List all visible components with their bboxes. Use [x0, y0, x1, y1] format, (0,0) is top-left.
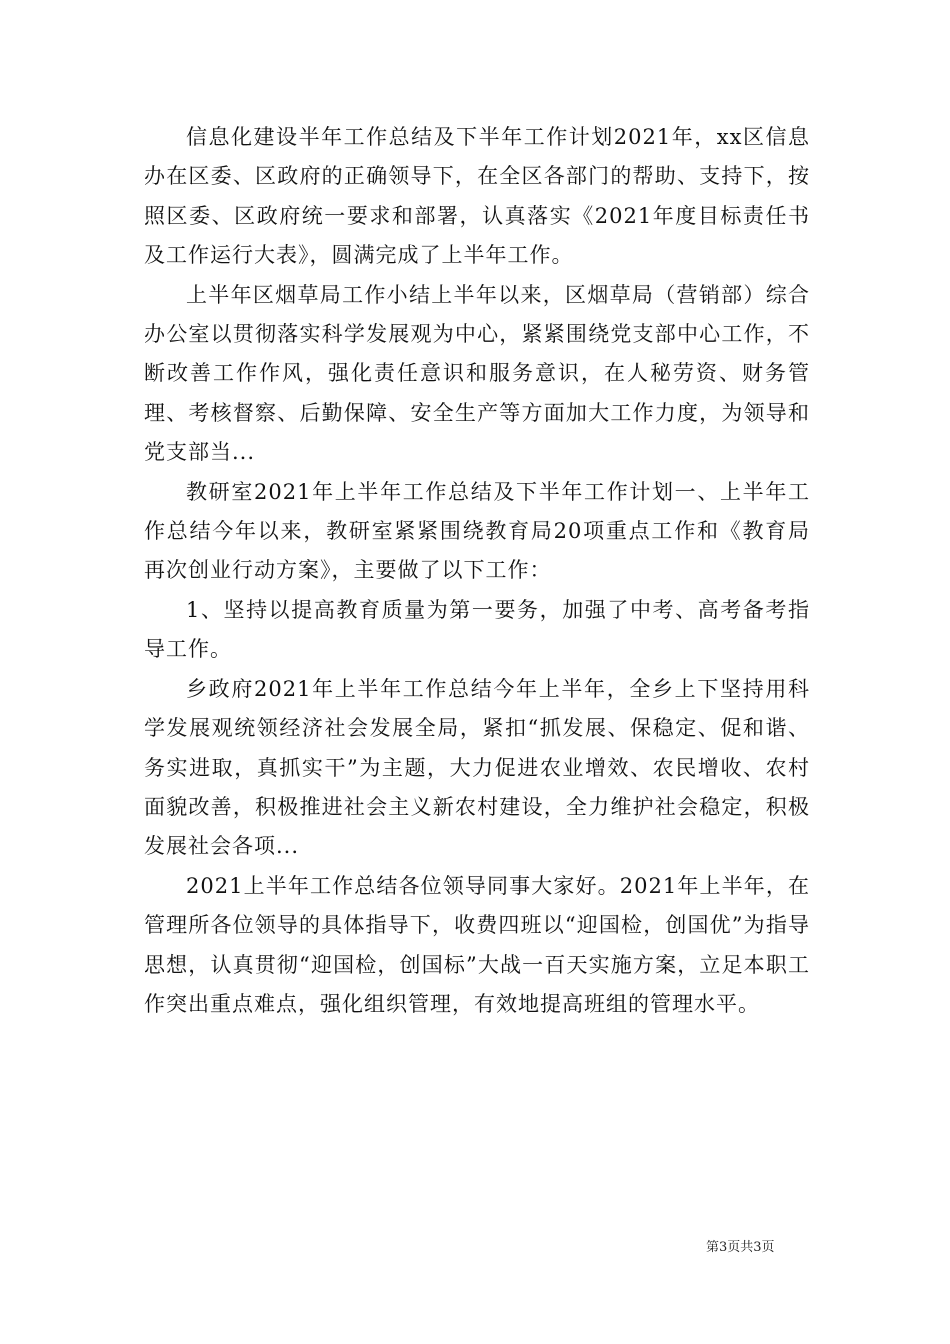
paragraph-township-government: 乡政府2021年上半年工作总结今年上半年，全乡上下坚持用科学发展观统领经济社会发展全局，紧扣“抓发展、保稳定、促和谐、务实进取，真抓实干”为主题，大力促进农业增效、农民增收、农村面貌改善，积极推进社会主义新农村建设，全力维护社会稳定，积极发展社会各项... [144, 676, 810, 859]
paragraph-education-quality: 1、坚持以提高教育质量为第一要务，加强了中考、高考备考指导工作。 [144, 597, 810, 662]
paragraph-info-construction: 信息化建设半年工作总结及下半年工作计划2021年，xx区信息办在区委、区政府的正确领导下，在全区各部门的帮助、支持下，按照区委、区政府统一要求和部署，认真落实《2021年度目标责任书及工作运行大表》，圆满完成了上半年工作。 [144, 125, 810, 268]
page-number-footer: 第3页共3页 [706, 1240, 775, 1255]
document-body [144, 118, 810, 1024]
paragraph-tobacco-bureau: 上半年区烟草局工作小结上半年以来，区烟草局（营销部）综合办公室以贯彻落实科学发展观为中心，紧紧围绕党支部中心工作，不断改善工作作风，强化责任意识和服务意识，在人秘劳资、财务管理、考核督察、后勤保障、安全生产等方面加大工作力度，为领导和党支部当... [144, 282, 810, 465]
paragraph-toll-team: 2021上半年工作总结各位领导同事大家好。2021年上半年，在管理所各位领导的具体指导下，收费四班以“迎国检，创国优”为指导思想，认真贯彻“迎国检，创国标”大战一百天实施方案，立足本职工作突出重点难点，强化组织管理，有效地提高班组的管理水平。 [144, 873, 810, 1016]
paragraph-teaching-research: 教研室2021年上半年工作总结及下半年工作计划一、上半年工作总结今年以来，教研室紧紧围绕教育局20项重点工作和《教育局再次创业行动方案》，主要做了以下工作： [144, 479, 810, 583]
